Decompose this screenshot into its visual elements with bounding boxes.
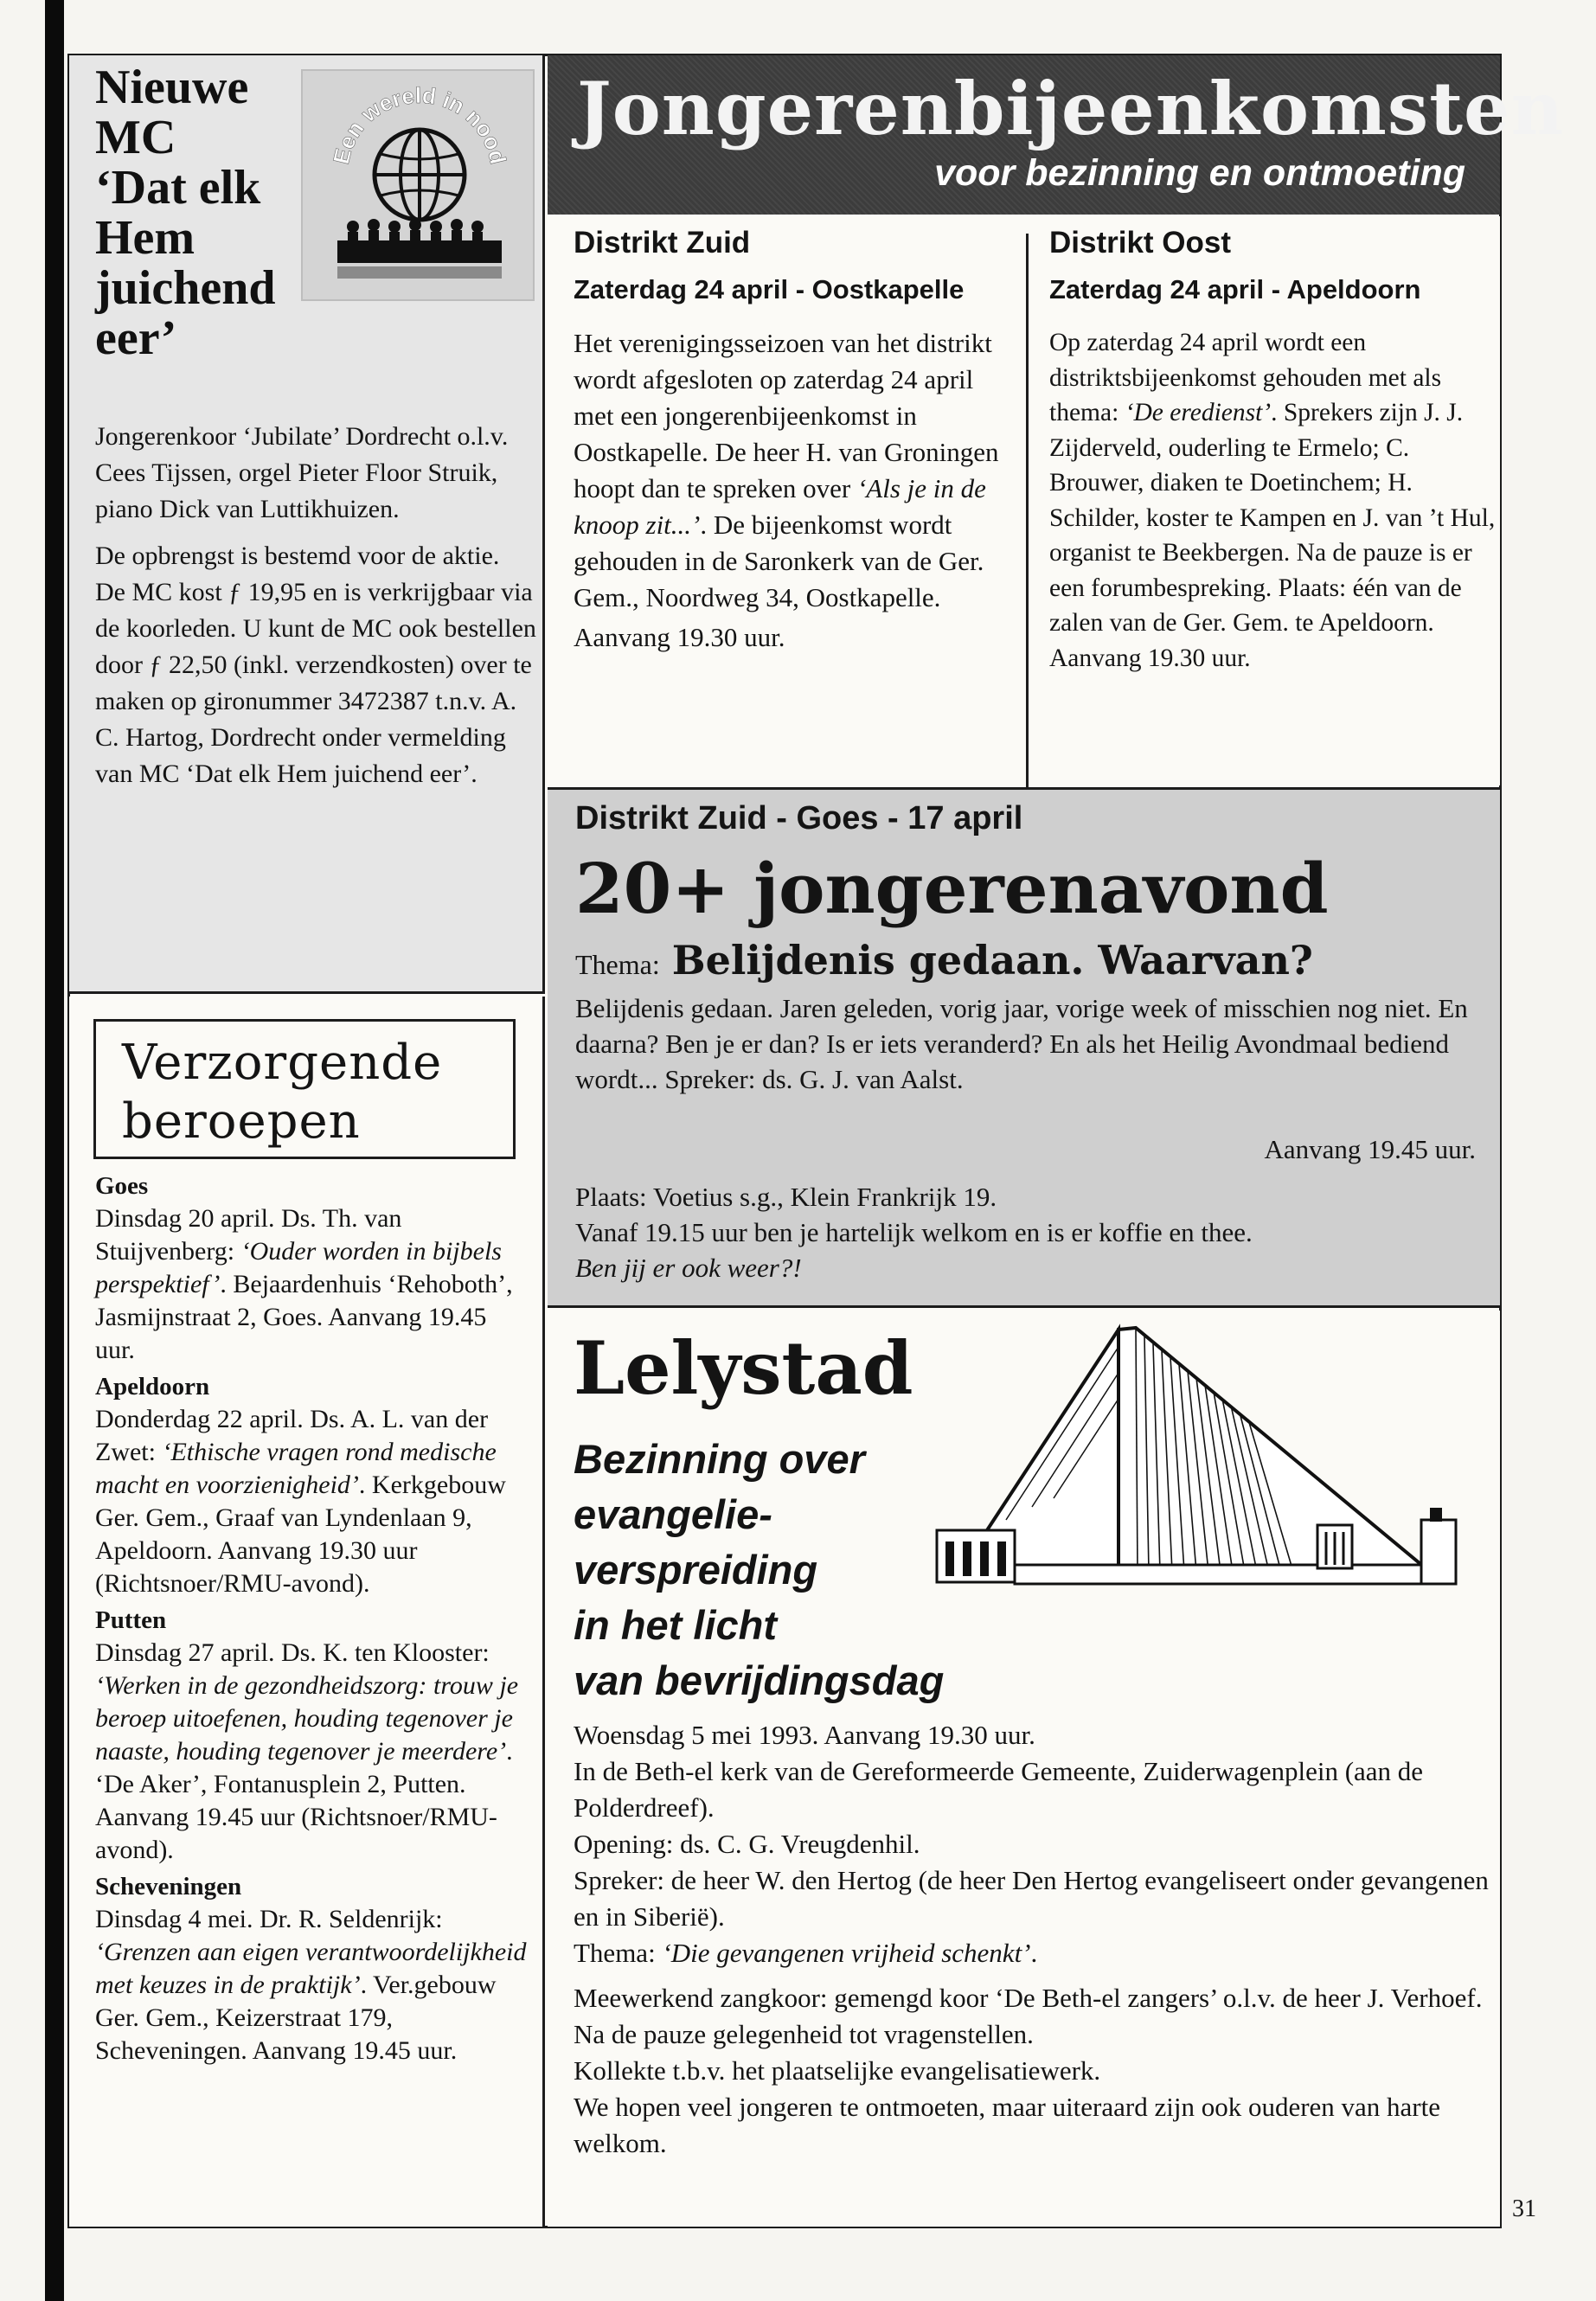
care-details: Dinsdag 4 mei. Dr. R. Seldenrijk: xyxy=(95,1905,443,1933)
goes-place: Plaats: Voetius s.g., Klein Frankrijk 19. xyxy=(575,1182,997,1212)
care-item xyxy=(95,1870,528,2067)
care-details: Donderdag 22 april. Ds. A. L. van der Zwet: xyxy=(95,1405,489,1466)
care-theme: ‘Ethische vragen rond medische macht en voorzienigheid’ xyxy=(95,1438,497,1499)
district-text xyxy=(574,325,1020,616)
mc-paragraph: Jongerenkoor ‘Jubilate’ Dordrecht o.l.v. Cees Tijssen, orgel Pieter Floor Struik, piano Dick van Luttikhuizen. xyxy=(95,422,509,523)
district-text-part: Op zaterdag 24 april wordt een distriktsbijeenkomst gehouden met als thema: xyxy=(1049,329,1442,426)
mc-title-line: ‘Dat elk xyxy=(95,161,261,215)
district-date: Zaterdag 24 april - Oostkapelle xyxy=(574,274,965,304)
lelystad-body xyxy=(574,1717,1490,2162)
lelystad-opening: Opening: ds. C. G. Vreugdenhil. xyxy=(574,1829,920,1859)
logo-text: Een wereld in nood xyxy=(327,81,512,167)
care-item xyxy=(95,1370,528,1600)
goes-place-block xyxy=(575,1179,1484,1285)
care-item xyxy=(95,1170,528,1367)
district-theme: ‘Als je in de knoop zit...’ xyxy=(574,473,986,540)
care-heading xyxy=(93,1019,516,1159)
district-zuid xyxy=(574,216,1020,656)
lelystad-title: Lelystad xyxy=(574,1325,913,1411)
goes-theme-value: Belijdenis gedaan. Waarvan? xyxy=(671,937,1313,984)
care-city: Goes xyxy=(95,1172,149,1200)
mc-body xyxy=(95,419,536,803)
district-date: Zaterdag 24 april - Apeldoorn xyxy=(1049,274,1421,304)
goes-welcome: Vanaf 19.15 uur ben je hartelijk welkom en is er koffie en thee. xyxy=(575,1217,1253,1247)
goes-closing: Ben jij er ook weer?! xyxy=(575,1253,802,1283)
care-location: . Ver.gebouw Ger. Gem., Keizerstraat 179, Scheveningen. Aanvang 19.45 uur. xyxy=(95,1971,497,2065)
mc-title-line: Hem xyxy=(95,211,195,265)
mc-paragraph: De opbrengst is bestemd voor de aktie. xyxy=(95,542,500,570)
care-theme: ‘Grenzen aan eigen verantwoordelijkheid met keuzes in de praktijk’ xyxy=(95,1938,527,1999)
mc-title-line: MC xyxy=(95,111,176,164)
district-name: Distrikt Oost xyxy=(1049,226,1232,260)
banner-subtitle: voor bezinning en ontmoeting xyxy=(934,152,1465,194)
district-text-part: . Sprekers zijn J. J. Zijderveld, ouderling te Ermelo; C. Brouwer, diaken te Doetinchem; H. Schilder, koster te Kampen en J. van ’t Hul, organist te Beekbergen. Na de pauze is er een forumbespreking. Plaats: één van de zalen van de Ger. Gem. te Apeldoorn. Aanvang 19.30 uur. xyxy=(1049,399,1496,672)
goes-start-time: Aanvang 19.45 uur. xyxy=(1264,1134,1476,1164)
lelystad-subtitle-line: van bevrijdingsdag xyxy=(574,1657,945,1703)
goes-theme-label: Thema: xyxy=(575,949,660,980)
lelystad-location: In de Beth-el kerk van de Gereformeerde Gemeente, Zuiderwagenplein (aan de Polderdreef). xyxy=(574,1756,1424,1823)
lelystad-speaker: Spreker: de heer W. den Hertog (de heer Den Hertog evangeliseert onder gevangenen en in Siberië). xyxy=(574,1865,1489,1932)
district-text-part: . De bijeenkomst wordt gehouden in de Saronkerk van de Ger. Gem., Noordweg 34, Oostkapelle. xyxy=(574,510,984,612)
district-theme: ‘De eredienst’ xyxy=(1125,399,1272,426)
mc-title xyxy=(95,62,277,363)
district-text-part: Het verenigingsseizoen van het distrikt wordt afgesloten op zaterdag 24 april met een jongerenbijeenkomst in Oostkapelle. De heer H. van Groningen hoopt dan te spreken over xyxy=(574,328,999,503)
mc-paragraph: De MC kost ƒ 19,95 en is verkrijgbaar via de koorleden. U kunt de MC ook bestellen door ƒ 22,50 (inkl. verzendkosten) over te maken op gironummer 3472387 t.n.v. A. C. Hartog, Dordrecht onder vermelding van MC ‘Dat elk Hem juichend eer’. xyxy=(95,578,536,788)
care-item xyxy=(95,1604,528,1867)
lelystad-meeting xyxy=(548,1311,1500,2227)
lelystad-choir: Meewerkend zangkoor: gemengd koor ‘De Beth-el zangers’ o.l.v. de heer J. Verhoef. xyxy=(574,1983,1483,2013)
lelystad-collection: Kollekte t.b.v. het plaatselijke evangelisatiewerk. xyxy=(574,2055,1101,2086)
lelystad-theme xyxy=(574,1935,1490,1971)
care-location: . ‘De Aker’, Fontanusplein 2, Putten. Aanvang 19.45 uur (Richtsnoer/RMU-avond). xyxy=(95,1737,513,1864)
care-location: . Bejaardenhuis ‘Rehoboth’, Jasmijnstraat 2, Goes. Aanvang 19.45 uur. xyxy=(95,1270,513,1364)
care-theme: ‘Werken in de gezondheidszorg: trouw je beroep uitoefenen, houding tegenover je naaste, houding tegenover je meerdere’ xyxy=(95,1671,519,1766)
lelystad-questions: Na de pauze gelegenheid tot vragenstellen. xyxy=(574,2019,1034,2049)
column-divider xyxy=(1026,234,1029,787)
care-city: Apeldoorn xyxy=(95,1373,210,1400)
lelystad-date: Woensdag 5 mei 1993. Aanvang 19.30 uur. xyxy=(574,1720,1035,1750)
care-heading-line: beroepen xyxy=(122,1093,361,1150)
lelystad-subtitle-line: verspreiding xyxy=(574,1547,818,1593)
binding-edge xyxy=(45,0,64,2301)
lelystad-theme-label: Thema: xyxy=(574,1938,663,1968)
lelystad-subtitle xyxy=(574,1432,971,1708)
district-text xyxy=(1049,325,1499,676)
care-city: Scheveningen xyxy=(95,1873,242,1900)
goes-header: Distrikt Zuid - Goes - 17 april xyxy=(575,800,1023,836)
globe-logo-icon xyxy=(301,69,535,301)
lelystad-theme-value: ‘Die gevangenen vrijheid schenkt’ xyxy=(662,1938,1031,1968)
banner-title: Jongerenbijeenkomsten xyxy=(577,66,1565,151)
care-location: . Kerkgebouw Ger. Gem., Graaf van Lyndenlaan 9, Apeldoorn. Aanvang 19.30 uur (Richtsnoer/RMU-avond). xyxy=(95,1471,506,1598)
page-number: 31 xyxy=(1512,2195,1536,2222)
care-list xyxy=(95,1170,528,2071)
goes-title: 20+ jongerenavond xyxy=(575,848,1329,929)
district-start: Aanvang 19.30 uur. xyxy=(574,622,785,652)
youth-meetings-banner xyxy=(548,55,1565,215)
goes-body: Belijdenis gedaan. Jaren geleden, vorig jaar, vorige week of misschien nog niet. En daarna? Ben je er dan? Is er iets veranderd? En als het Heilig Avondmaal bediend wordt... Spreker: ds. G. J. van Aalst. xyxy=(575,993,1468,1094)
goes-youth-evening xyxy=(548,787,1500,1308)
care-professions-section xyxy=(69,997,545,2227)
lelystad-welcome: We hopen veel jongeren te ontmoeten, maar uiteraard zijn ook ouderen van harte welkom. xyxy=(574,2092,1441,2158)
mc-title-line: Nieuwe xyxy=(95,61,249,114)
care-city: Putten xyxy=(95,1606,167,1634)
care-heading-line: Verzorgende xyxy=(122,1035,443,1091)
care-details: Dinsdag 20 april. Ds. Th. van Stuijvenberg: xyxy=(95,1204,402,1266)
care-theme: ‘Ouder worden in bijbels perspektief’ xyxy=(95,1237,502,1298)
mc-title-line: juichend xyxy=(95,261,276,315)
goes-theme xyxy=(575,937,1313,984)
district-name: Distrikt Zuid xyxy=(574,226,751,260)
lelystad-subtitle-line: in het licht xyxy=(574,1602,777,1648)
mc-title-line: eer’ xyxy=(95,311,177,365)
mc-announcement xyxy=(69,55,545,994)
lelystad-subtitle-line: evangelie- xyxy=(574,1491,772,1537)
district-meetings xyxy=(548,216,1500,785)
district-oost xyxy=(1049,216,1499,676)
lelystad-theme-end: . xyxy=(1030,1938,1038,1968)
lelystad-subtitle-line: Bezinning over xyxy=(574,1436,865,1482)
care-details: Dinsdag 27 april. Ds. K. ten Klooster: xyxy=(95,1638,490,1667)
